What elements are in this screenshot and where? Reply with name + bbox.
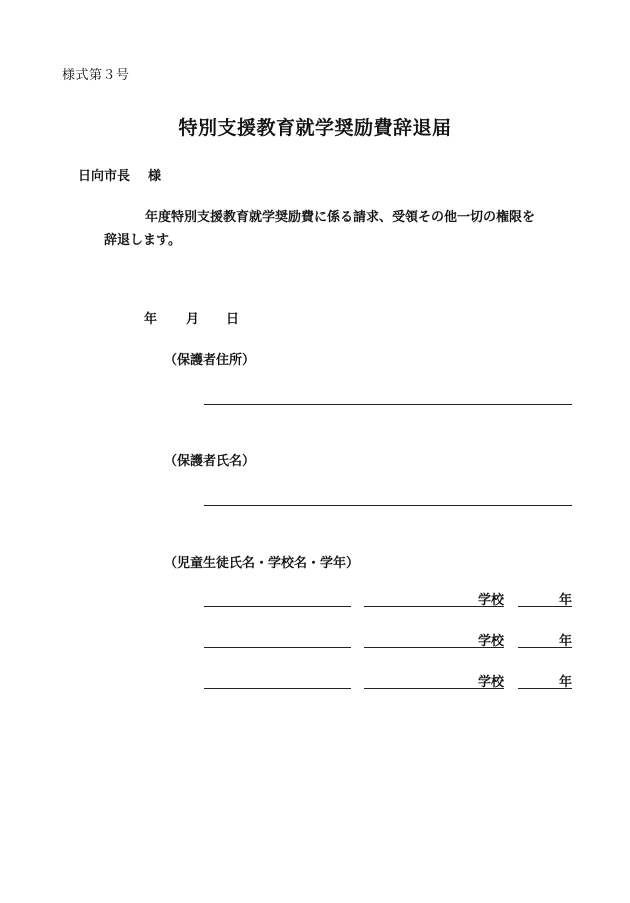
child-name-field[interactable] [204,589,351,607]
addressee-honorific: 様 [148,169,162,184]
date-month-label: 月 [186,312,200,327]
school-suffix: 学校 [477,593,504,608]
school-name-field[interactable] [364,630,504,648]
addressee [78,165,161,184]
child-name-field[interactable] [204,671,351,689]
guardian-name-line[interactable] [204,505,572,506]
body-text-line-1: 年度特別支援教育就学奨励費に係る請求、受領その他一切の権限を [145,210,536,225]
school-name-field[interactable] [364,671,504,689]
form-number: 様式第３号 [62,68,130,83]
addressee-name: 日向市長 [78,169,131,184]
guardian-name-label: （保護者氏名） [164,454,256,469]
guardian-address-label: （保護者住所） [164,353,256,368]
child-name-field[interactable] [204,630,351,648]
grade-field[interactable] [518,589,572,607]
children-label: （児童生徒氏名・学校名・学年） [164,556,360,571]
school-name-field[interactable] [364,589,504,607]
grade-suffix: 年 [558,675,572,690]
school-suffix: 学校 [477,634,504,649]
grade-suffix: 年 [558,634,572,649]
body-text-line-2: 辞退します。 [104,233,181,248]
date-field [144,308,239,327]
grade-suffix: 年 [558,593,572,608]
guardian-address-line[interactable] [204,404,572,405]
school-suffix: 学校 [477,675,504,690]
grade-field[interactable] [518,671,572,689]
page-title: 特別支援教育就学奨励費辞退届 [178,117,452,139]
date-year-label: 年 [144,312,158,327]
grade-field[interactable] [518,630,572,648]
date-day-label: 日 [226,312,240,327]
